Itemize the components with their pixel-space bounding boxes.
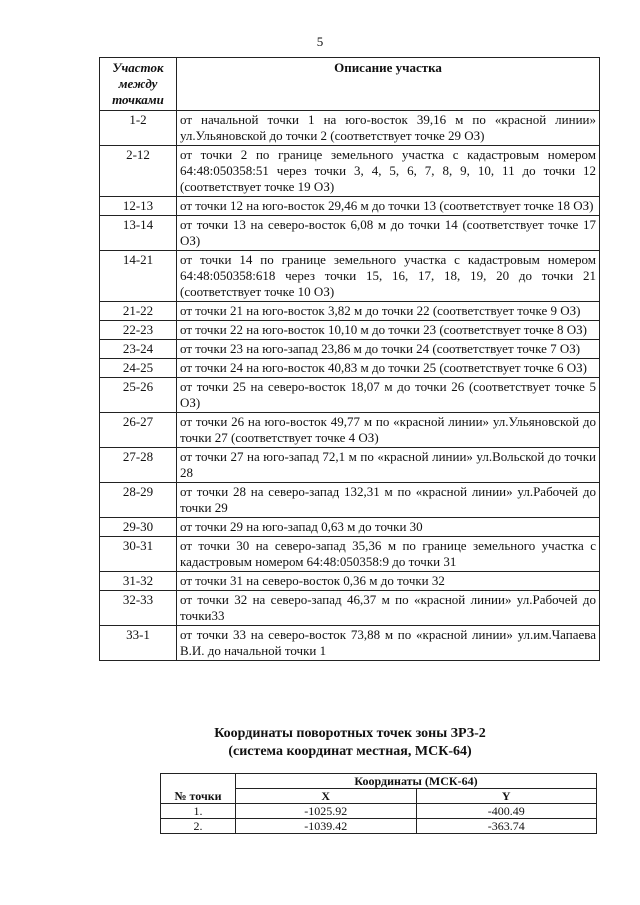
segment-cell: 32-33 [100, 591, 177, 626]
table-row [100, 448, 600, 483]
segment-cell: 23-24 [100, 340, 177, 359]
table-row [100, 251, 600, 302]
description-cell: от точки 13 на северо-восток 6,08 м до точки 14 (соответствует точке 17 ОЗ) [177, 216, 600, 251]
table-row [100, 591, 600, 626]
segment-cell: 1-2 [100, 111, 177, 146]
description-column-header: Описание участка [177, 58, 600, 111]
description-cell: от точки 27 на юго-запад 72,1 м по «красной линии» ул.Вольской до точки 28 [177, 448, 600, 483]
table-row [100, 537, 600, 572]
table-row [100, 197, 600, 216]
segment-cell: 2-12 [100, 146, 177, 197]
table-row [100, 413, 600, 448]
description-cell: от точки 24 на юго-восток 40,83 м до точки 25 (соответствует точке 6 ОЗ) [177, 359, 600, 378]
table-row [100, 340, 600, 359]
table-row [100, 321, 600, 340]
table-row [100, 111, 600, 146]
segment-cell: 22-23 [100, 321, 177, 340]
table-row [100, 518, 600, 537]
coordinates-header-row [161, 774, 597, 789]
table-row [100, 359, 600, 378]
coordinates-title [100, 725, 600, 761]
table-row [161, 804, 597, 819]
segment-cell: 21-22 [100, 302, 177, 321]
segment-cell: 27-28 [100, 448, 177, 483]
segment-cell: 29-30 [100, 518, 177, 537]
description-cell: от точки 33 на северо-восток 73,88 м по «красной линии» ул.им.Чапаева В.И. до начальной точки 1 [177, 626, 600, 661]
y-cell: -363.74 [416, 819, 597, 834]
segments-header-row [100, 58, 600, 111]
description-cell: от начальной точки 1 на юго-восток 39,16 м по «красной линии» ул.Ульяновской до точки 2 (соответствует точке 29 ОЗ) [177, 111, 600, 146]
table-row [100, 216, 600, 251]
segment-cell: 24-25 [100, 359, 177, 378]
table-row [100, 146, 600, 197]
description-cell: от точки 21 на юго-восток 3,82 м до точки 22 (соответствует точке 9 ОЗ) [177, 302, 600, 321]
description-cell: от точки 26 на юго-восток 49,77 м по «красной линии» ул.Ульяновской до точки 27 (соответствует точке 4 ОЗ) [177, 413, 600, 448]
description-cell: от точки 22 на юго-восток 10,10 м до точки 23 (соответствует точке 8 ОЗ) [177, 321, 600, 340]
segment-cell: 13-14 [100, 216, 177, 251]
page-number: 5 [316, 34, 324, 49]
description-cell: от точки 30 на северо-запад 35,36 м по границе земельного участка с кадастровым номером 64:48:050358:9 до точки 31 [177, 537, 600, 572]
x-cell: -1039.42 [236, 819, 417, 834]
coordinates-title-line1: Координаты поворотных точек зоны ЗРЗ-2 [214, 726, 486, 741]
description-cell: от точки 28 на северо-запад 132,31 м по «красной линии» ул.Рабочей до точки 29 [177, 483, 600, 518]
table-row [161, 819, 597, 834]
point-number-cell: 1. [161, 804, 236, 819]
table-row [100, 483, 600, 518]
segment-cell: 25-26 [100, 378, 177, 413]
segment-column-header: Участок между точками [100, 58, 177, 111]
segments-table [99, 57, 600, 661]
table-row [100, 378, 600, 413]
description-cell: от точки 14 по границе земельного участка с кадастровым номером 64:48:050358:618 через точки 15, 16, 17, 18, 19, 20 до точки 21 (соответствует точке 10 ОЗ) [177, 251, 600, 302]
table-row [100, 302, 600, 321]
coordinates-table [160, 773, 597, 834]
segment-cell: 30-31 [100, 537, 177, 572]
description-cell: от точки 23 на юго-запад 23,86 м до точки 24 (соответствует точке 7 ОЗ) [177, 340, 600, 359]
y-cell: -400.49 [416, 804, 597, 819]
description-cell: от точки 31 на северо-восток 0,36 м до точки 32 [177, 572, 600, 591]
segment-cell: 14-21 [100, 251, 177, 302]
table-row [100, 572, 600, 591]
point-number-cell: 2. [161, 819, 236, 834]
description-cell: от точки 25 на северо-восток 18,07 м до точки 26 (соответствует точке 5 ОЗ) [177, 378, 600, 413]
description-cell: от точки 2 по границе земельного участка с кадастровым номером 64:48:050358:51 через точки 3, 4, 5, 6, 7, 8, 9, 10, 11 до точки 12 (соответствует точке 19 ОЗ) [177, 146, 600, 197]
x-cell: -1025.92 [236, 804, 417, 819]
segment-cell: 26-27 [100, 413, 177, 448]
segment-cell: 33-1 [100, 626, 177, 661]
point-number-header: № точки [161, 774, 236, 804]
coordinates-title-line2: (система координат местная, МСК-64) [228, 744, 472, 759]
segment-cell: 12-13 [100, 197, 177, 216]
x-column-header: X [236, 789, 417, 804]
coordinates-group-header: Координаты (МСК-64) [236, 774, 597, 789]
table-row [100, 626, 600, 661]
description-cell: от точки 29 на юго-запад 0,63 м до точки 30 [177, 518, 600, 537]
description-cell: от точки 12 на юго-восток 29,46 м до точки 13 (соответствует точке 18 ОЗ) [177, 197, 600, 216]
segment-cell: 28-29 [100, 483, 177, 518]
description-cell: от точки 32 на северо-запад 46,37 м по «красной линии» ул.Рабочей до точки33 [177, 591, 600, 626]
segment-cell: 31-32 [100, 572, 177, 591]
y-column-header: Y [416, 789, 597, 804]
